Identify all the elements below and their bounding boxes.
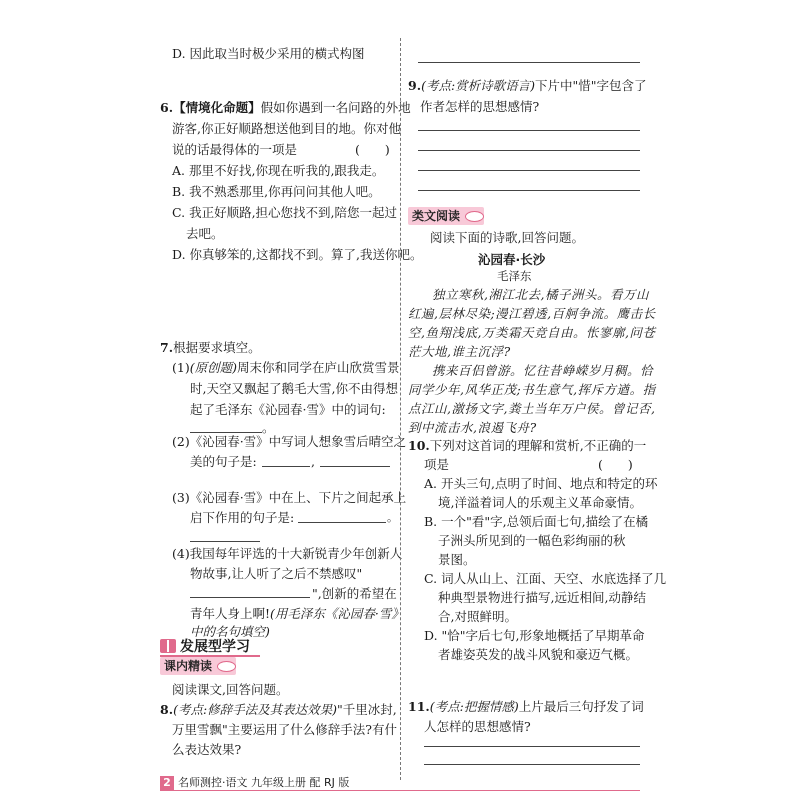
page-number: 2	[160, 776, 174, 790]
poem-line: 独立寒秋,湘江北去,橘子洲头。看万山	[432, 287, 649, 302]
left-reading-prompt: 阅读课文,回答问题。	[172, 682, 289, 697]
footer-rule	[160, 790, 640, 791]
q7-s4-line2: 物故事,让人听了之后不禁感叹"	[190, 566, 363, 581]
q8-number: 8.	[160, 702, 174, 717]
page-footer	[160, 774, 349, 790]
flower-icon	[465, 211, 484, 222]
q7-s1-line2: 时,天空又飘起了鹅毛大雪,你不由得想	[190, 381, 398, 396]
q9-kaodian: (考点:赏析诗歌语言)	[421, 78, 536, 93]
q7-s3-end: 。	[387, 511, 398, 524]
q9-stem-1: 下片中"惜"字包含了	[535, 78, 647, 93]
q7-s4-line3: ",创新的希望在	[312, 586, 397, 601]
tag-leiwen-label: 类文阅读	[412, 209, 461, 223]
q6-tag: 【情境化命题】	[173, 100, 261, 115]
q9-stem-line1	[408, 76, 647, 96]
q9-answer-line-3[interactable]	[418, 170, 640, 171]
q11-answer-line-1[interactable]	[424, 746, 640, 747]
poem-line: 携来百侣曾游。忆往昔峥嵘岁月稠。恰	[432, 363, 654, 378]
q11-stem-1: 上片最后三句抒发了词	[518, 699, 644, 714]
tag-kenei-label: 课内精读	[164, 659, 213, 673]
q7-s2-line1: (2)《沁园春·雪》中写词人想象雪后晴空之	[172, 434, 407, 449]
q11-stem-line1	[408, 697, 644, 717]
q10-option-b-1[interactable]: B. 一个"看"字,总领后面七句,描绘了在橘	[424, 514, 649, 529]
q10-stem-1: 下列对这首词的理解和赏析,不正确的一	[429, 438, 647, 453]
q7-s3-line2: 启下作用的句子是:	[190, 510, 295, 525]
q7-stem-text: 根据要求填空。	[173, 340, 261, 355]
q7-s1-text: 周末你和同学在庐山欣赏雪景	[236, 360, 400, 375]
q7-s1-line3: 起了毛泽东《沁园春·雪》中的词句:	[190, 402, 386, 417]
section-header-development	[160, 636, 250, 656]
q7-s4-line4	[190, 604, 404, 624]
q10-option-d-2: 者雄姿英发的战斗风貌和豪迈气概。	[438, 647, 639, 662]
q8-stem-3: 么表达效果?	[172, 742, 242, 757]
q7-s2-line2: 美的句子是:	[190, 454, 257, 469]
q10-option-b-2: 子洲头所见到的一幅色彩绚丽的秋	[438, 533, 626, 548]
q8-stem-2: 万里雪飘"主要运用了什么修辞手法?有什	[172, 722, 397, 737]
q9-number: 9.	[408, 78, 422, 93]
q6-stem-1: 假如你遇到一名问路的外地	[260, 100, 411, 115]
q6-option-b[interactable]: B. 我不熟悉那里,你再问问其他人吧。	[172, 184, 381, 199]
q7-s4-line1: (4)我国每年评选的十大新锐青少年创新人	[172, 546, 403, 561]
q10-number: 10.	[408, 438, 430, 453]
q5-option-d: D. 因此取当时极少采用的横式构图	[172, 46, 365, 61]
q6-option-c-2: 去吧。	[186, 226, 224, 241]
q7-number: 7.	[160, 340, 174, 355]
q6-answer-paren[interactable]: ( )	[355, 142, 390, 157]
q8-answer-line-cont[interactable]	[418, 62, 640, 63]
q7-s2-comma: ,	[311, 454, 315, 469]
q7-s4-blank[interactable]	[190, 597, 310, 598]
q8-kaodian: (考点:修辞手法及其表达效果)	[173, 702, 338, 717]
q10-answer-paren[interactable]: ( )	[598, 457, 633, 472]
q10-option-c-3: 合,对照鲜明。	[438, 609, 517, 624]
section-title: 发展型学习	[180, 639, 250, 655]
q8-stem-1: "千里冰封,	[337, 702, 397, 717]
q7-s1-tag: (原创题)	[189, 360, 237, 375]
poem-line: 点江山,激扬文字,粪土当年万户侯。曾记否,	[408, 401, 656, 416]
q11-stem-2: 人怎样的思想感情?	[424, 719, 531, 734]
q7-s4-note: (用毛泽东《沁园春·雪》	[270, 606, 404, 621]
q7-stem	[160, 338, 261, 358]
q10-stem-2: 项是	[424, 457, 450, 472]
q6-stem-3: 说的话最得体的一项是	[172, 142, 298, 157]
q10-stem-line1	[408, 436, 646, 456]
q6-option-d[interactable]: D. 你真够笨的,这都找不到。算了,我送你吧。	[172, 247, 423, 262]
q11-number: 11.	[408, 699, 430, 714]
poem-line: 茫大地,谁主沉浮?	[408, 344, 511, 359]
q7-s1-end: 。	[262, 420, 275, 435]
q11-answer-line-2[interactable]	[424, 764, 640, 765]
q6-stem-2: 游客,你正好顺路想送他到目的地。你对他	[172, 121, 401, 136]
poem-author: 毛泽东	[497, 269, 532, 283]
column-divider	[400, 38, 401, 780]
right-reading-prompt: 阅读下面的诗歌,回答问题。	[430, 230, 584, 245]
poem-line: 红遍,层林尽染;漫江碧透,百舸争流。鹰击长	[408, 306, 656, 321]
q10-option-c-2: 种典型景物进行描写,远近相间,动静结	[438, 590, 646, 605]
poem-line: 到中流击水,浪遏飞舟?	[408, 420, 537, 435]
q7-s1-line1	[172, 358, 400, 378]
q6-stem-line1	[160, 98, 411, 118]
q7-s1-number: (1)	[172, 360, 190, 375]
flower-icon	[217, 661, 236, 672]
tag-leiwen-yuedu	[408, 207, 484, 225]
q7-s2-blank-1[interactable]	[262, 466, 310, 467]
q10-option-b-3: 景图。	[438, 552, 476, 567]
q9-answer-line-1[interactable]	[418, 130, 640, 131]
q7-s4-note-2: 中的名句填空)	[190, 624, 270, 639]
q10-option-d-1[interactable]: D. "恰"字后七句,形象地概括了早期革命	[424, 628, 645, 643]
q6-number: 6.	[160, 100, 174, 115]
q8-stem-line1	[160, 700, 397, 720]
poem-line: 同学少年,风华正茂;书生意气,挥斥方遒。指	[408, 382, 656, 397]
q10-option-a-1[interactable]: A. 开头三句,点明了时间、地点和特定的环	[424, 476, 658, 491]
q7-s3-blank-2[interactable]	[190, 541, 260, 542]
q7-s3-line1: (3)《沁园春·雪》中在上、下片之间起承上	[172, 490, 407, 505]
q7-s4-text: 青年人身上啊!	[190, 606, 271, 621]
q10-option-c-1[interactable]: C. 词人从山上、江面、天空、水底选择了几	[424, 571, 667, 586]
q6-option-a[interactable]: A. 那里不好找,你现在听我的,跟我走。	[172, 163, 385, 178]
q7-s2-blank-2[interactable]	[320, 466, 390, 467]
q9-answer-line-2[interactable]	[418, 150, 640, 151]
q9-stem-2: 作者怎样的思想感情?	[420, 99, 540, 114]
q6-option-c-1[interactable]: C. 我正好顺路,担心您找不到,陪您一起过	[172, 205, 398, 220]
tag-kenei-jingdu	[160, 657, 236, 675]
poem-title: 沁园春·长沙	[478, 252, 546, 267]
q10-option-a-2: 境,洋溢着词人的乐观主义革命豪情。	[438, 495, 642, 510]
q9-answer-line-4[interactable]	[418, 190, 640, 191]
q11-kaodian: (考点:把握情感)	[429, 699, 519, 714]
footer-text: 名师测控·语文 九年级上册 配 RJ 版	[178, 776, 350, 789]
book-icon	[160, 639, 176, 653]
poem-line: 空,鱼翔浅底,万类霜天竞自由。怅寥廓,问苍	[408, 325, 656, 340]
q7-s3-blank[interactable]	[298, 522, 386, 523]
